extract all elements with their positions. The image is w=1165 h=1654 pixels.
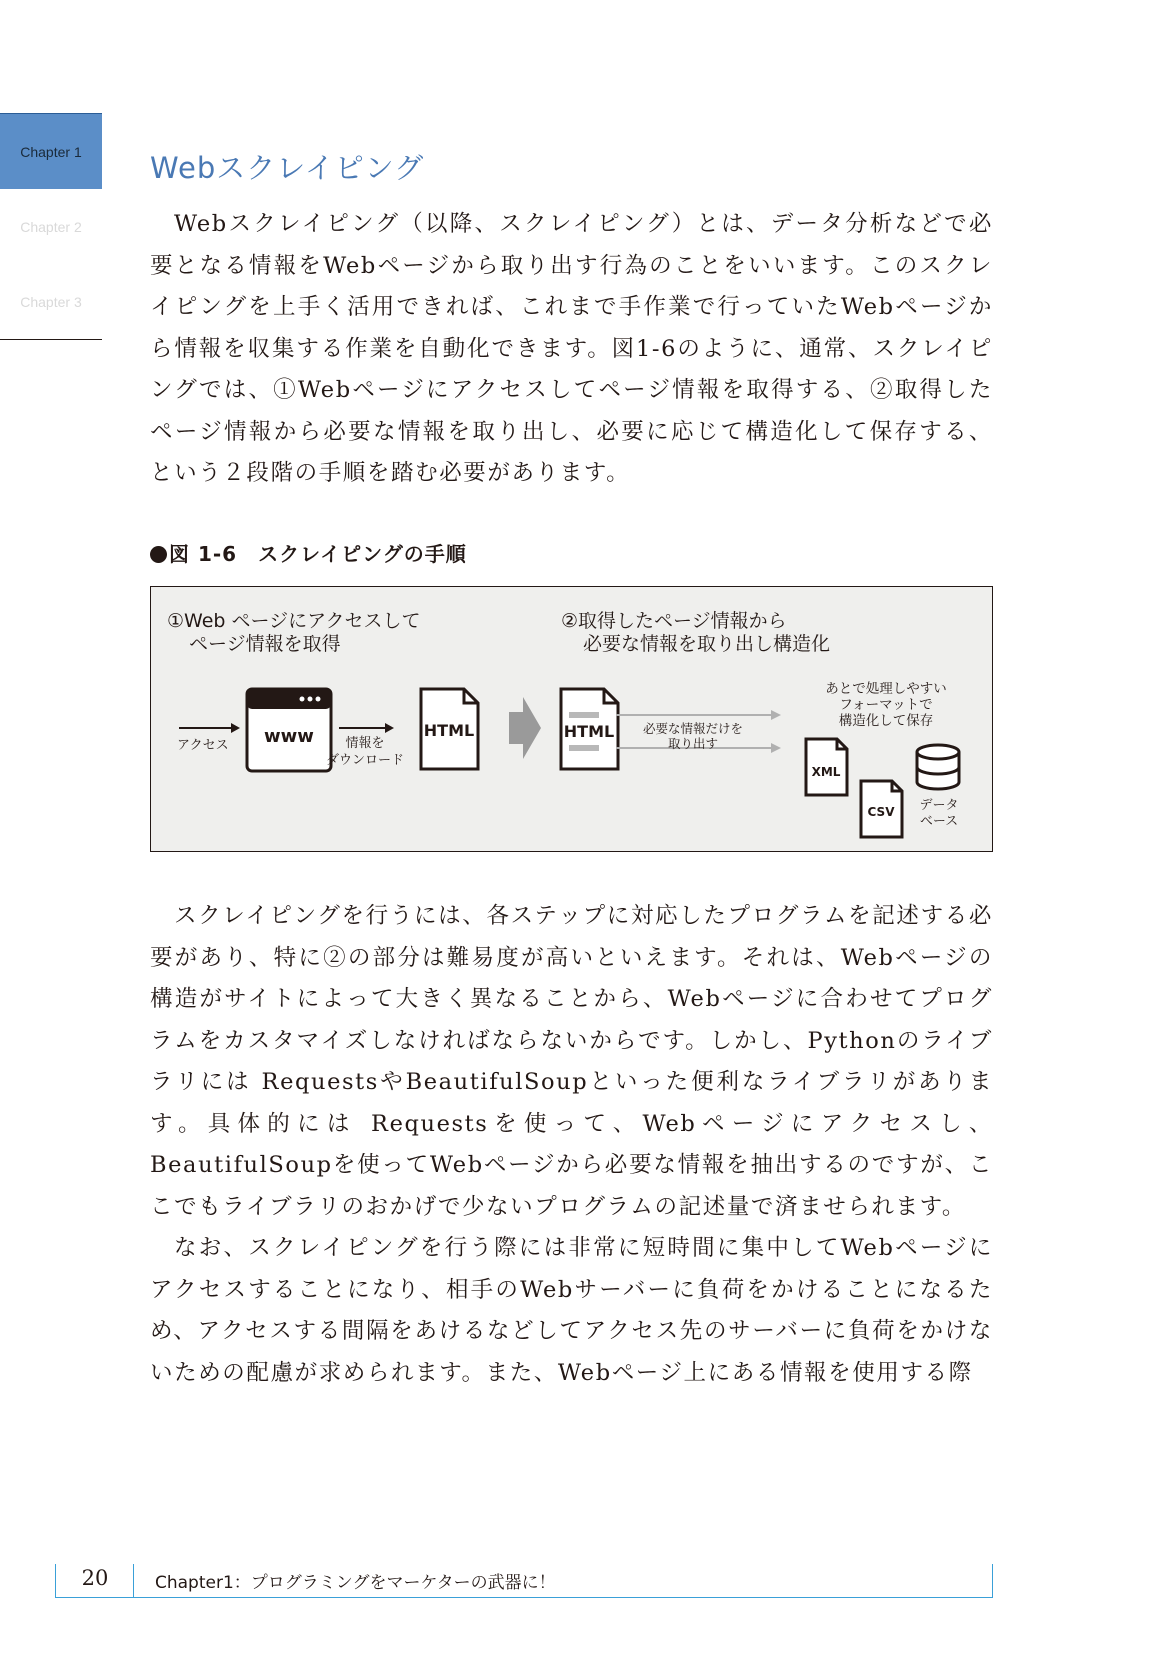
step2-title-line2: 必要な情報を取り出し構造化 — [583, 633, 831, 655]
csv-label: CSV — [867, 805, 895, 819]
footer-rule — [55, 1597, 993, 1598]
database-label-line1: データ — [919, 798, 959, 813]
paragraph-intro: Webスクレイピング（以降、スクレイピング）とは、データ分析などで必要となる情報をWebページから取り出す行為のことをいいます。このスクレイピングを上手く活用できれば、これまで手作業で行っていたWebページから情報を収集する作業を自動化できます。図1-6のように、通常、スクレイピングでは、①Webページにアクセスしてページ情報を取得する、②取得したページ情報から必要な情報を取り出し、必要に応じて構造化して保存する、という２段階の手順を踏む必要があります。 — [150, 211, 993, 486]
step1-title-line2: ページ情報を取得 — [189, 633, 341, 655]
access-label: アクセス — [177, 738, 229, 753]
scraping-steps-figure — [150, 586, 993, 852]
download-label-line2: ダウンロード — [325, 753, 405, 768]
footer-divider-right — [992, 1564, 993, 1598]
download-arrow-icon — [339, 723, 394, 733]
extract-label-line2: 取り出す — [667, 736, 719, 751]
extract-label-line1: 必要な情報だけを — [642, 721, 744, 736]
format-label-line3: 構造化して保存 — [838, 713, 934, 729]
format-label-line2: フォーマットで — [839, 697, 933, 713]
process-arrow-icon — [509, 697, 541, 759]
step1-title-line1: ①Web ページにアクセスして — [167, 610, 421, 632]
bullet-icon — [150, 546, 167, 563]
tab-chapter-3[interactable]: Chapter 3 — [0, 264, 102, 340]
paragraph-caution: なお、スクレイピングを行う際には非常に短時間に集中してWebページにアクセスすることになり、相手のWebサーバーに負荷をかけることになるため、アクセスする間隔をあけるなどしてアクセス先のサーバーに負荷をかけないための配慮が求められます。また、Webページ上にある情報を使用する際 — [150, 1235, 993, 1386]
tab-chapter-1[interactable]: Chapter 1 — [0, 113, 102, 189]
running-footer: Chapter1：プログラミングをマーケターの武器に！ — [155, 1573, 556, 1593]
scraping-steps-diagram — [151, 587, 994, 853]
html-label-1: HTML — [423, 721, 475, 740]
figure-caption — [150, 538, 467, 567]
download-label-line1: 情報を — [345, 736, 385, 751]
paragraph-libraries: スクレイピングを行うには、各ステップに対応したプログラムを記述する必要があり、特に②の部分は難易度が高いといえます。それは、Webページの構造がサイトによって大きく異なることから、Webページに合わせてプログラムをカスタマイズしなければならないからです。しかし、Pythonのライブラリには RequestsやBeautifulSoupといった便利なライブラリがあります。具体的には Requestsを使って、Webページにアクセスし、BeautifulSoupを使ってWebページから必要な情報を抽出するのですが、ここでもライブラリのおかげで少ないプログラムの記述量で済ませられます。 — [150, 903, 993, 1220]
database-icon — [917, 745, 959, 789]
tab-chapter-2[interactable]: Chapter 2 — [0, 189, 102, 265]
footer-divider-mid — [133, 1564, 134, 1598]
footer-divider-left — [55, 1564, 56, 1598]
access-arrow-icon — [179, 723, 240, 733]
html-label-2: HTML — [563, 722, 615, 741]
figure-caption-text: 図 1-6 スクレイピングの手順 — [169, 542, 467, 566]
xml-label: XML — [811, 765, 841, 779]
section-title: Webスクレイピング — [150, 151, 425, 185]
format-label-line1: あとで処理しやすい — [825, 681, 947, 697]
page-number: 20 — [81, 1566, 109, 1590]
step2-title-line1: ②取得したページ情報から — [561, 610, 787, 632]
database-label-line2: ベース — [919, 814, 959, 829]
www-label: www — [264, 726, 314, 747]
